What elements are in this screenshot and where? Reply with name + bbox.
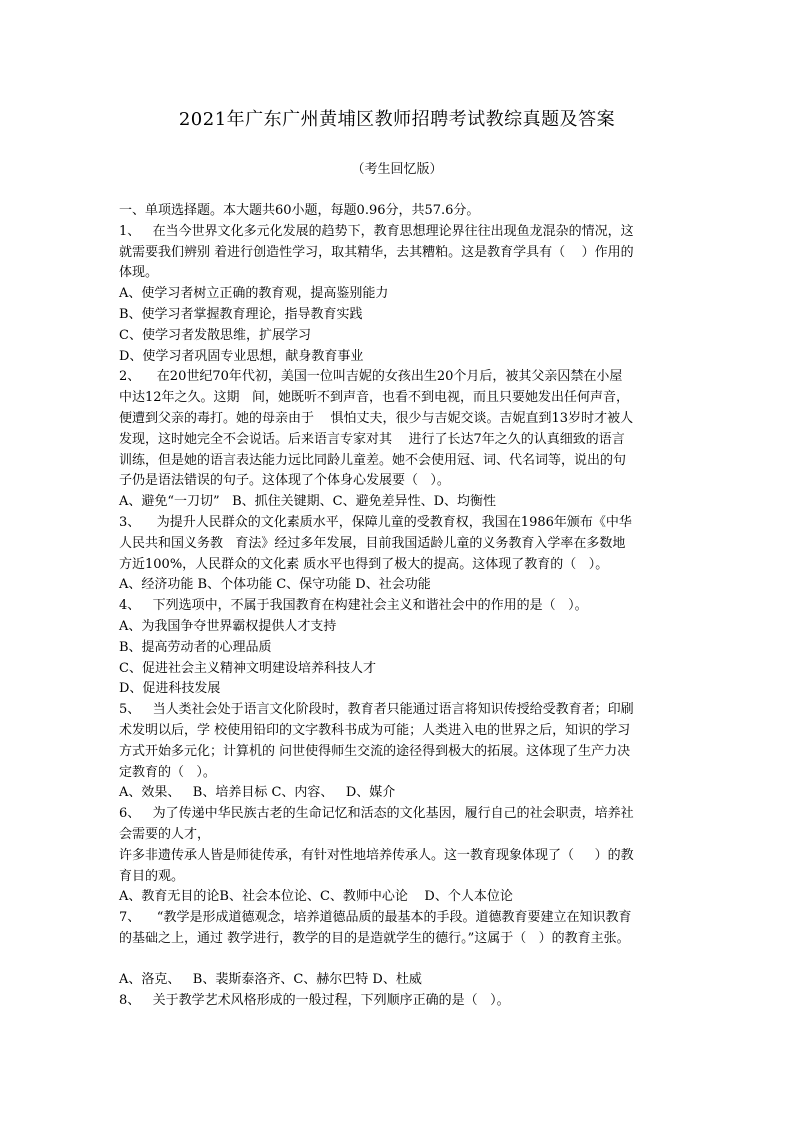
- text-line: A、为我国争夺世界霸权提供人才支持: [119, 618, 337, 634]
- text-line: 3、 为提升人民群众的文化素质水平，保障儿童的受教育权，我国在1986年颁布《中华: [119, 514, 632, 530]
- text-line: 的基础之上，通过 教学进行，教学的目的是造就学生的德行。”这属于（ ）的教育主张。: [119, 930, 630, 946]
- text-line: 2、 在20世纪70年代初，美国一位叫吉妮的女孩出生20个月后，被其父亲囚禁在小屋: [119, 369, 623, 385]
- text-line: 方式开始多元化；计算机的 问世使得师生交流的途径得到极大的拓展。这体现了生产力决: [119, 743, 631, 759]
- text-line: 方近100%，人民群众的文化素 质水平也得到了极大的提高。这体现了教育的（ ）。: [119, 556, 609, 572]
- section-heading: 一、单项选择题。本大题共60小题，每题0.96分，共57.6分。: [119, 203, 480, 218]
- page-title: 2021年广东广州黄埔区教师招聘考试教综真题及答案: [178, 109, 616, 130]
- text-line: 训练，但是她的语言表达能力远比同龄儿童差。她不会使用冠、词、代名词等，说出的句: [119, 452, 627, 468]
- text-line: A、使学习者树立正确的教育观，提高鉴别能力: [119, 286, 389, 302]
- text-line: 就需要我们辨别 着进行创造性学习，取其精华，去其糟粕。这是教育学具有（ ）作用的: [119, 244, 634, 260]
- text-line: A、效果、 B、培养目标 C、内容、 D、媒介: [119, 785, 396, 801]
- text-line: 8、 关于教学艺术风格形成的一般过程，下列顺序正确的是（ ）。: [119, 993, 510, 1009]
- text-line: 7、 “教学是形成道德观念，培养道德品质的最基本的手段。道德教育要建立在知识教育: [119, 910, 632, 926]
- text-line: 人民共和国义务教 育法》经过多年发展，目前我国适龄儿童的义务教育入学率在多数地: [119, 535, 626, 551]
- text-line: A、避免“一刀切” B、抓住关键期、C、避免差异性、D、均衡性: [119, 494, 497, 510]
- text-line: 6、 为了传递中华民族古老的生命记忆和活态的文化基因，履行自己的社会职责，培养社: [119, 806, 634, 822]
- text-line: A、经济功能 B、个体功能 C、保守功能 D、社会功能: [119, 577, 431, 593]
- text-line: 定教育的（ ）。: [119, 764, 216, 780]
- text-line: 育目的观。: [119, 868, 185, 884]
- text-line: A、洛克、 B、裴斯泰洛齐、C、赫尔巴特 D、杜威: [119, 972, 422, 988]
- text-line: B、使学习者掌握教育理论，指导教育实践: [119, 306, 363, 322]
- text-line: 便遭到父亲的毒打。她的母亲由于 惧怕丈夫，很少与吉妮交谈。吉妮直到13岁时才被人: [119, 410, 634, 426]
- text-line: D、使学习者巩固专业思想，献身教育事业: [119, 348, 364, 364]
- document-body: [119, 201, 679, 1012]
- text-line: 体现。: [119, 265, 159, 281]
- text-line: 子仍是语法错误的句子。这体现了个体身心发展要（ ）。: [119, 473, 450, 489]
- text-line: 术发明以后，学 校使用铅印的文字教科书成为可能；人类进入电的世界之后，知识的学习: [119, 722, 631, 738]
- text-line: A、教育无目的论B、社会本位论、C、教师中心论 D、个人本位论: [119, 889, 513, 905]
- text-line: D、促进科技发展: [119, 681, 221, 697]
- text-line: 许多非遗传承人皆是师徒传承，有针对性地培养传承人。这一教育现象体现了（ ）的教: [119, 847, 634, 863]
- text-line: B、提高劳动者的心理品质: [119, 639, 272, 655]
- text-line: C、使学习者发散思维，扩展学习: [119, 327, 311, 343]
- text-line: C、促进社会主义精神文明建设培养科技人才: [119, 660, 376, 676]
- text-line: 发现，这时她完全不会说话。后来语言专家对其 进行了长达7年之久的认真细致的语言: [119, 431, 625, 447]
- blank-line: [119, 950, 679, 971]
- text-line: 会需要的人才，: [119, 826, 211, 842]
- text-line: 1、 在当今世界文化多元化发展的趋势下，教育思想理论界往往出现鱼龙混杂的情况，这: [119, 223, 634, 239]
- page-subtitle: （考生回忆版）: [351, 162, 443, 177]
- text-line: 中达12年之久。这期 间，她既听不到声音，也看不到电视，而且只要她发出任何声音，: [119, 390, 629, 406]
- text-line: 4、 下列选项中，不属于我国教育在构建社会主义和谐社会中的作用的是（ ）。: [119, 598, 588, 614]
- text-line: 5、 当人类社会处于语言文化阶段时，教育者只能通过语言将知识传授给受教育者；印刷: [119, 702, 634, 718]
